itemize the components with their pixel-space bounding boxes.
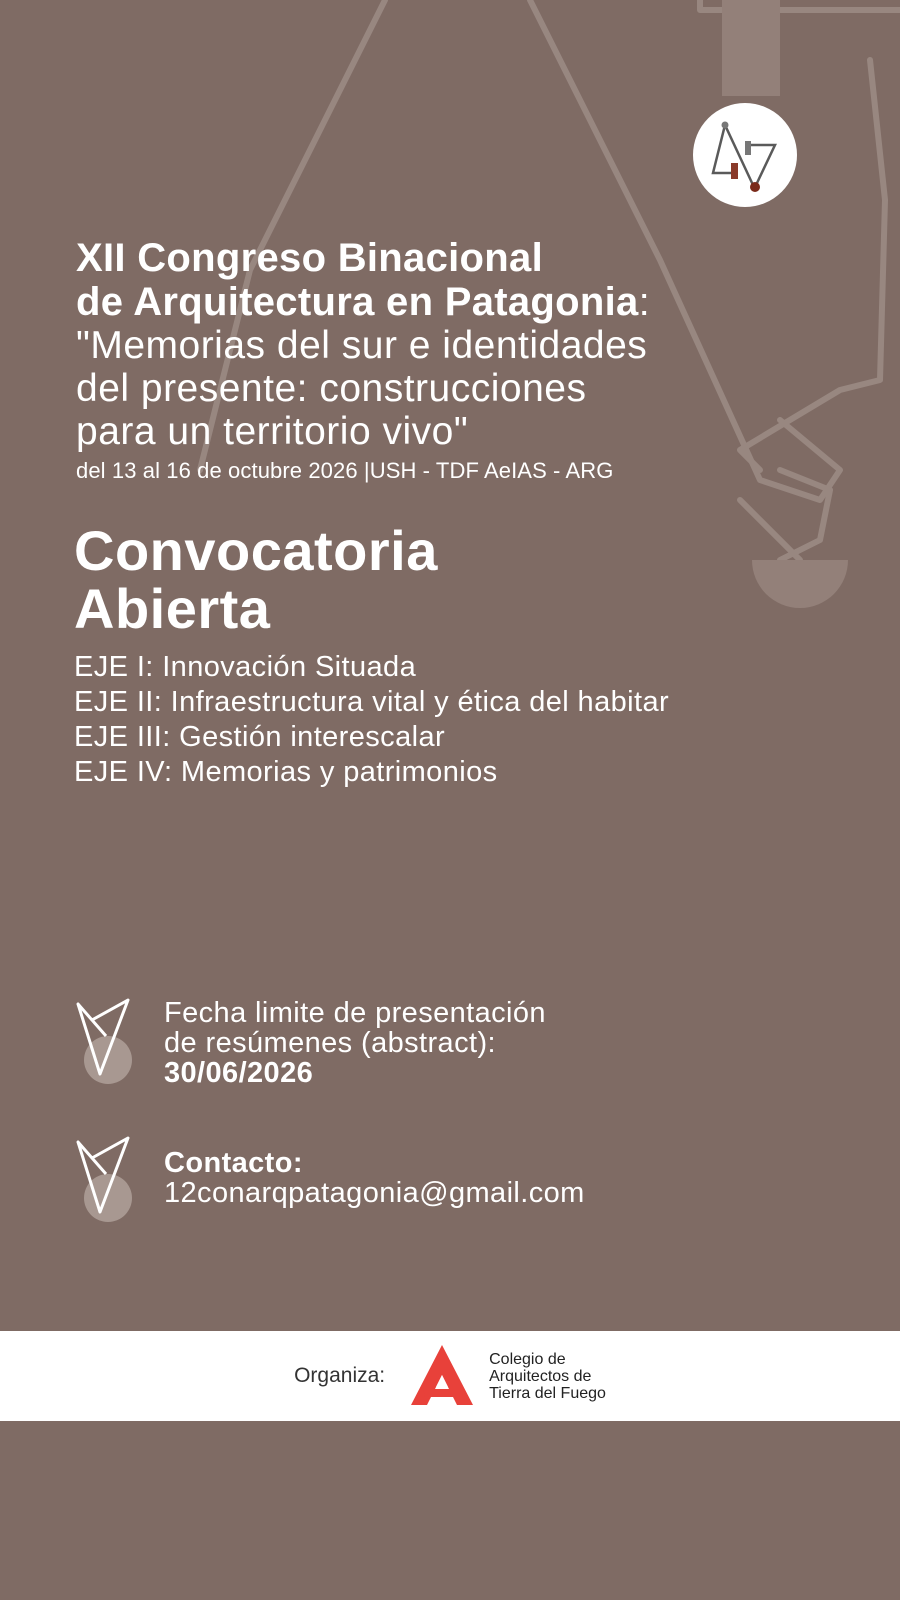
contact-email[interactable]: 12conarqpatagonia@gmail.com: [164, 1177, 585, 1209]
decor-rect: [722, 0, 780, 96]
pen-nib-icon: [72, 1134, 142, 1234]
title-line-2: [76, 280, 876, 324]
subtitle-line-2: del presente: construcciones: [76, 367, 587, 410]
thematic-axes-list: [74, 650, 669, 790]
event-dates: del 13 al 16 de octubre 2026 |USH - TDF AeIAS - ARG: [76, 458, 614, 483]
organizer-name-line-3: Tierra del Fuego: [489, 1384, 606, 1402]
colegio-arquitectos-logo-icon: [409, 1343, 475, 1409]
organizer-name-line-2: Arquitectos de: [489, 1367, 592, 1385]
congress-title: [76, 236, 876, 485]
organizer-label: Organiza:: [294, 1364, 386, 1387]
deadline-date: 30/06/2026: [164, 1057, 314, 1089]
contact-info: [164, 1148, 585, 1208]
axis-item: EJE III: Gestión interescalar: [74, 721, 446, 753]
title-colon: :: [638, 280, 651, 324]
organizer-name-line-1: Colegio de: [489, 1350, 566, 1368]
subtitle-line-3: para un territorio vivo": [76, 410, 469, 453]
pen-nib-icon: [72, 996, 142, 1096]
axis-item: EJE I: Innovación Situada: [74, 651, 417, 683]
open-call-line-2: Abierta: [74, 577, 271, 640]
open-call-heading: [74, 519, 438, 640]
congress-logo: [693, 103, 797, 207]
decor-half-circle: [752, 560, 848, 608]
congress-compass-logo-icon: [705, 115, 785, 195]
abstract-deadline: [164, 998, 546, 1088]
title-line-1: XII Congreso Binacional: [76, 236, 543, 280]
deadline-line-2: de resúmenes (abstract):: [164, 1027, 496, 1059]
axis-item: EJE II: Infraestructura vital y ética del habitar: [74, 686, 670, 718]
deadline-line-1: Fecha limite de presentación: [164, 997, 546, 1029]
subtitle-line-1: "Memorias del sur e identidades: [76, 324, 648, 367]
axis-item: EJE IV: Memorias y patrimonios: [74, 756, 498, 788]
open-call-line-1: Convocatoria: [74, 519, 438, 582]
organizer-footer: [0, 1331, 900, 1421]
title-line-2-text: de Arquitectura en Patagonia: [76, 280, 639, 324]
contact-label: Contacto:: [164, 1147, 303, 1179]
organizer-name: [489, 1351, 606, 1402]
